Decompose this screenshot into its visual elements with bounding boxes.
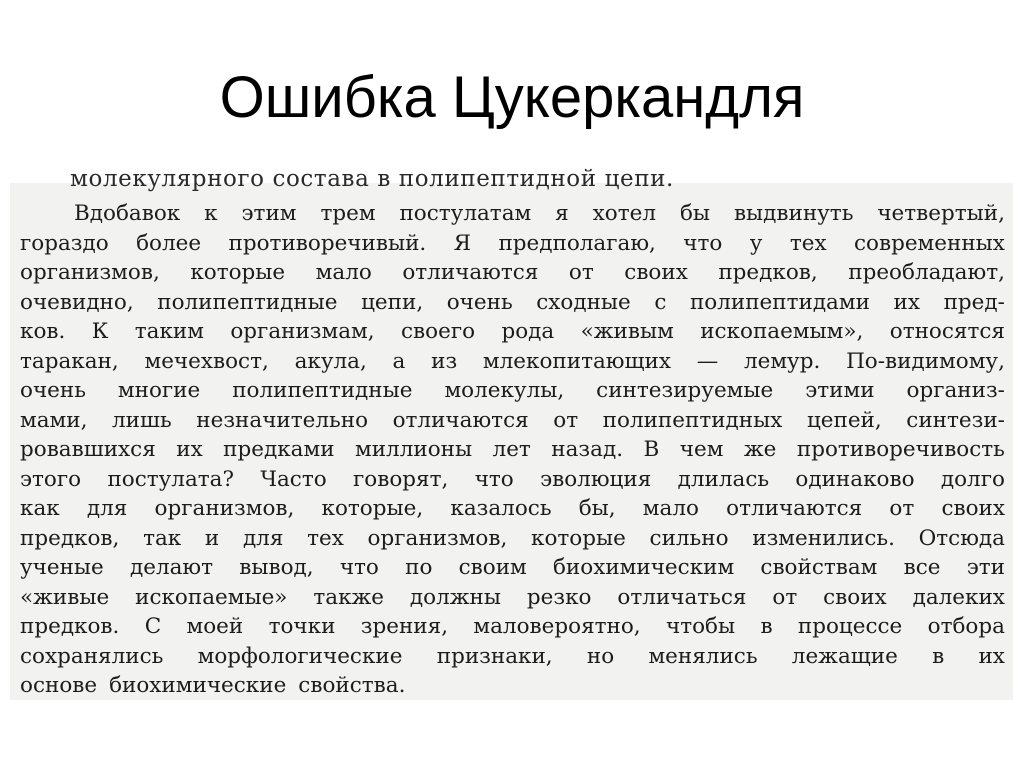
text-line: таракан, мечехвост, акула, а из млекопитающих — лемур. По-видимому, bbox=[20, 348, 1005, 374]
text-line: «живые ископаемые» также должны резко отличаться от своих далеких bbox=[20, 584, 1005, 610]
text-line: Вдобавок к этим трем постулатам я хотел бы выдвинуть четвертый, bbox=[74, 201, 1005, 226]
text-line: организмов, которые мало отличаются от своих предков, преобладают, bbox=[20, 260, 1005, 285]
scanned-text-image bbox=[10, 166, 1013, 700]
text-line: гораздо более противоречивый. Я предполагаю, что у тех современных bbox=[20, 230, 1005, 256]
text-line: этого постулата? Часто говорят, что эволюция длилась одинаково долго bbox=[20, 466, 1005, 492]
text-line: мами, лишь незначительно отличаются от полипептидных цепей, синтези- bbox=[20, 407, 1005, 433]
text-line: ков. К таким организмам, своего рода «живым ископаемым», относятся bbox=[20, 319, 1005, 344]
text-line: как для организмов, которые, казалось бы, мало отличаются от своих bbox=[20, 496, 1005, 521]
text-line: очень многие полипептидные молекулы, синтезируемые этими организ- bbox=[20, 378, 1005, 403]
text-line: предков. С моей точки зрения, маловероятно, чтобы в процессе отбора bbox=[20, 614, 1005, 639]
text-line: сохранялись морфологические признаки, но менялись лежащие в их bbox=[20, 643, 1005, 669]
text-line: очевидно, полипептидные цепи, очень сходные с полипептидами их пред- bbox=[20, 289, 1005, 315]
cut-off-line: молекулярного состава в полипептидной цепи. bbox=[70, 166, 674, 192]
text-line: предков, так и для тех организмов, которые сильно изменились. Отсюда bbox=[20, 525, 1005, 551]
text-line: основе биохимические свойства. bbox=[20, 673, 406, 698]
slide-title: Ошибка Цукеркандля bbox=[219, 65, 805, 130]
text-line: ученые делают вывод, что по своим биохимическим свойствам все эти bbox=[20, 555, 1005, 580]
text-line: ровавшихся их предками миллионы лет назад. В чем же противоречивость bbox=[20, 437, 1005, 462]
